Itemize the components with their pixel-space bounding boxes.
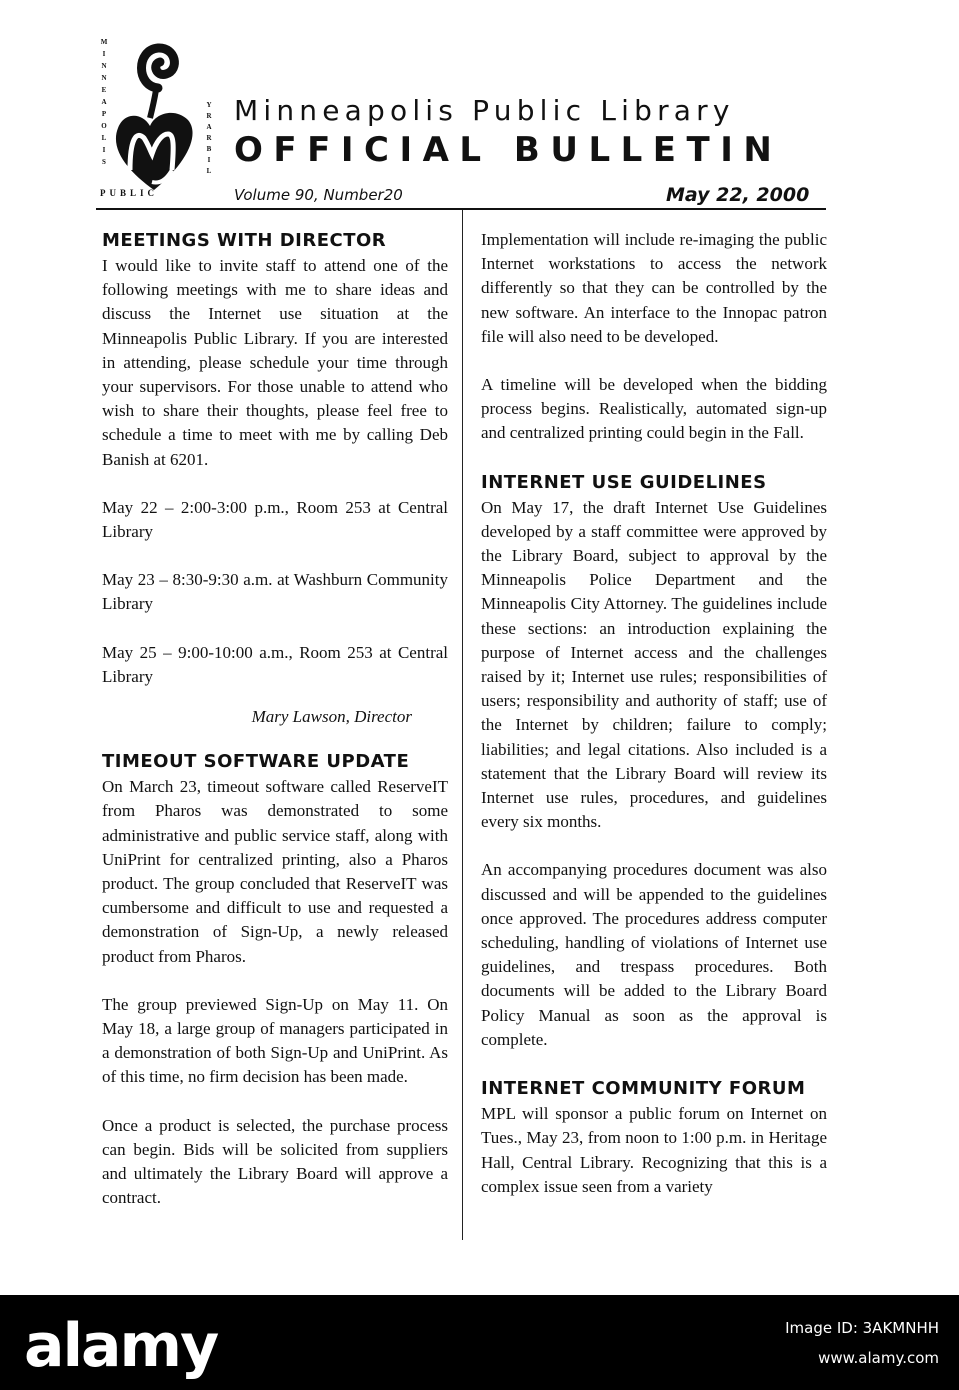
meeting-session: May 23 – 8:30-9:30 a.m. at Washburn Community Library: [102, 570, 448, 614]
guidelines-paragraph: An accompanying procedures document was also discussed and will be appended to the guidelines once approved. The procedures address computer scheduling, handling of violations of Internet use guidelines, and trespass procedures. Both documents will be added to the Library Board Policy Manual as soon as the approval is complete.: [481, 860, 827, 1049]
meetings-body: I would like to invite staff to attend one of the following meetings with me to share ideas and discuss the Internet use situation at the Minneapolis Public Library. If you are interested in attending, please schedule your time through your supervisors. For those unable to attend who wish to share their thoughts, please feel free to schedule a time to meet with me by calling Deb Banish at 6201.: [102, 256, 448, 469]
timeout-continued-paragraph: A timeline will be developed when the bidding process begins. Realistically, automated sign-up and centralized printing could begin in the Fall.: [481, 375, 827, 443]
director-signature: Mary Lawson, Director: [251, 707, 412, 727]
library-name: Minneapolis Public Library: [234, 94, 735, 127]
timeout-continued-paragraph: Implementation will include re-imaging the public Internet workstations to access the network differently so that they can be controlled by the new software. An interface to the Innopac patron file will also need to be developed.: [481, 230, 827, 346]
logo-wordmark-library: Y R A R B I L: [206, 101, 212, 175]
timeout-paragraph: The group previewed Sign-Up on May 11. On May 18, a large group of managers participated in a demonstration of both Sign-Up and UniPrint. As of this time, no firm decision has been made.: [102, 994, 448, 1087]
footer-url: www.alamy.com: [818, 1349, 939, 1367]
footer-brand-logo: alamy: [24, 1311, 218, 1381]
volume-number: Volume 90, Number20: [234, 186, 403, 204]
masthead-divider: [96, 208, 826, 210]
column-divider: [462, 210, 463, 1240]
guidelines-heading: INTERNET USE GUIDELINES: [481, 471, 767, 493]
issue-date: May 22, 2000: [666, 184, 810, 206]
library-logo-icon: [96, 30, 216, 210]
timeout-paragraph: Once a product is selected, the purchase process can begin. Bids will be solicited from suppliers and ultimately the Library Board will approve a contract.: [102, 1115, 448, 1208]
bulletin-title: OFFICIAL BULLETIN: [234, 130, 783, 170]
timeout-paragraph: On March 23, timeout software called ReserveIT from Pharos was demonstrated to some administrative and public service staff, along with UniPrint for centralized printing, also a Pharos product. The group concluded that ReserveIT was cumbersome and difficult to use and requested a demonstration of Sign-Up, a newly released product from Pharos.: [102, 777, 448, 966]
guidelines-paragraph: On May 17, the draft Internet Use Guidelines developed by a staff committee were approved by the Library Board, subject to approval by the Minneapolis Police Department and the Minneapolis City Attorney. The guidelines include these sections: an introduction explaining the purpose of Internet access and the challenges raised by it; Internet use rules; responsibilities of users; responsibility and authority of staff; use of the Internet by children; failure to comply; liabilities; and legal citations. Also included is a statement that the Library Board will review its Internet use rules, procedures, and guidelines every six months.: [481, 497, 827, 832]
right-column: [481, 228, 827, 1223]
meeting-session: May 22 – 2:00-3:00 p.m., Room 253 at Central Library: [102, 497, 448, 542]
forum-body: MPL will sponsor a public forum on Internet on Tues., May 23, from noon to 1:00 p.m. in Heritage Hall, Central Library. Recognizing that this is a complex issue seen from a variety: [481, 1104, 827, 1196]
meeting-session: May 25 – 9:00-10:00 a.m., Room 253 at Central Library: [102, 642, 448, 686]
stock-footer: [0, 1295, 959, 1390]
footer-image-id: Image ID: 3AKMNHH: [785, 1319, 939, 1337]
forum-heading: INTERNET COMMUNITY FORUM: [481, 1078, 806, 1100]
left-column: [102, 228, 448, 1235]
logo-wordmark-public: PUBLIC: [100, 188, 159, 198]
timeout-heading: TIMEOUT SOFTWARE UPDATE: [102, 751, 410, 773]
logo-wordmark-minneapolis: M I N N E A P O L I S: [100, 38, 108, 166]
meetings-heading: MEETINGS WITH DIRECTOR: [102, 230, 387, 251]
